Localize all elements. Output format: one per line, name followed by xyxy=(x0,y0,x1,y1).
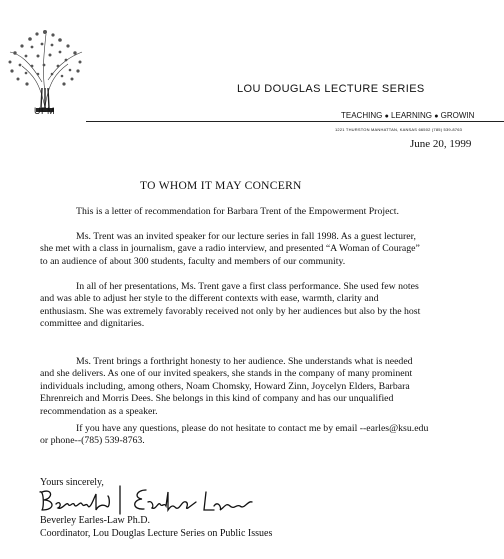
paragraph-line: Ms. Trent was an invited speaker for our lecture series in fall 1998. As a guest lecturer, xyxy=(76,231,416,242)
letterhead-motto xyxy=(341,111,474,120)
paragraph xyxy=(40,281,488,331)
bullet-icon: ● xyxy=(384,113,389,120)
paragraph-line: enthusiasm. She was extremely favorably received not only by her audiences but also by the host xyxy=(40,305,421,317)
paragraph-line: If you have any questions, please do not hesitate to contact me by email --earles@ksu.edu xyxy=(76,423,429,434)
bullet-icon: ● xyxy=(434,113,439,120)
paragraph-line: and was able to adjust her style to the different contexts with ease, warmth, clarity and xyxy=(40,293,379,305)
letterhead-address: 1221 THURSTON MANHATTAN, KANSAS 66502 (785) 539-8763 xyxy=(335,127,463,132)
letter-date: June 20, 1999 xyxy=(410,138,472,150)
signer-name: Beverley Earles-Law Ph.D. xyxy=(40,515,150,526)
paragraph-line: individuals including, among others, Noam Chomsky, Howard Zinn, Joycelyn Elders, Barbara xyxy=(40,380,410,392)
paragraph-line: or phone--(785) 539-8763. xyxy=(40,435,145,447)
signer-title: Coordinator, Lou Douglas Lecture Series on Public Issues xyxy=(40,528,273,539)
paragraph-line: and she delivers. As one of our invited speakers, she stands in the company of many prominent xyxy=(40,368,413,380)
paragraph xyxy=(40,231,488,268)
closing: Yours sincerely, xyxy=(40,477,104,488)
motto-word: LEARNING xyxy=(391,111,432,120)
motto-word: GROWIN xyxy=(440,111,475,120)
paragraph xyxy=(40,423,488,448)
paragraph-line: to an audience of about 300 students, faculty and members of our community. xyxy=(40,255,346,267)
paragraph xyxy=(40,356,488,418)
letterhead-rule xyxy=(86,121,504,122)
paragraph-line: In all of her presentations, Ms. Trent gave a first class performance. She used few notes xyxy=(76,281,419,292)
paragraph-line: she met with a class in journalism, gave a radio interview, and presented “A Woman of Courage” xyxy=(40,243,420,255)
handwritten-signature xyxy=(36,484,296,516)
paragraph-line: committee and dignitaries. xyxy=(40,318,145,330)
letterhead-title: LOU DOUGLAS LECTURE SERIES xyxy=(237,83,425,95)
logo-label: UFM xyxy=(34,106,55,116)
motto-word: TEACHING xyxy=(341,111,383,120)
paragraph-line: Ms. Trent brings a forthright honesty to her audience. She understands what is needed xyxy=(76,356,413,367)
paragraph xyxy=(40,206,488,218)
paragraph-line: recommendation as a speaker. xyxy=(40,405,158,417)
paragraph-line: Ehrenreich and Morris Dees. She belongs in this kind of company and has our unqualified xyxy=(40,393,394,405)
salutation: TO WHOM IT MAY CONCERN xyxy=(140,180,302,192)
paragraph-line: This is a letter of recommendation for Barbara Trent of the Empowerment Project. xyxy=(76,206,399,217)
